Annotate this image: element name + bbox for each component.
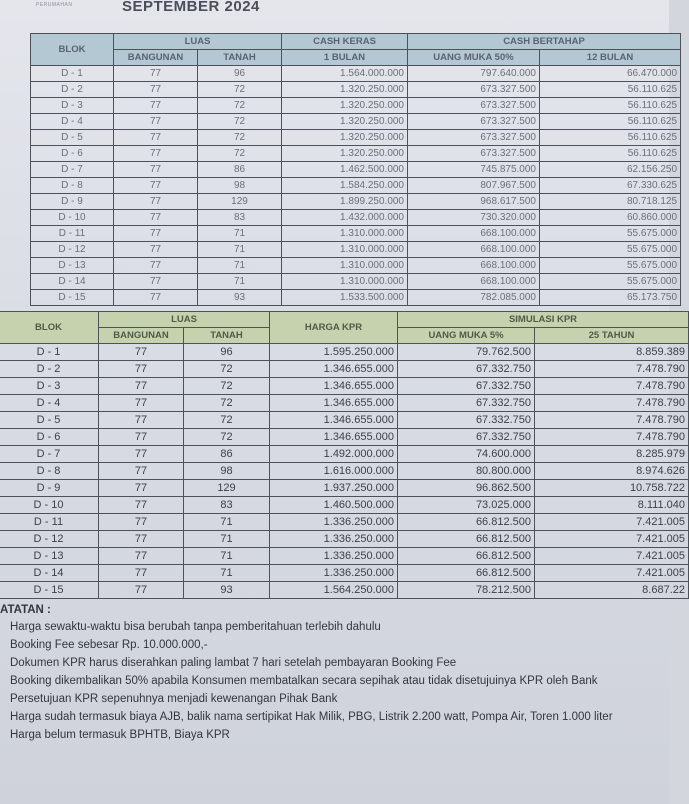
cell-blok: D - 15 [31,290,114,306]
cell-cicilan-12-bulan: 56.110.625 [540,98,681,114]
table-row [0,429,689,446]
cell-uang-muka: 74.600.000 [398,446,535,463]
cell-cicilan-12-bulan: 55.675.000 [540,274,681,290]
header-uang-muka-50: UANG MUKA 50% [408,50,540,66]
cell-tanah: 98 [198,178,282,194]
cell-tanah: 71 [184,531,270,548]
cell-bangunan: 77 [99,344,184,361]
cell-harga-kpr: 1.937.250.000 [270,480,398,497]
table-row [31,178,681,194]
cell-cicilan-12-bulan: 62.156.250 [540,162,681,178]
cell-bangunan: 77 [114,66,198,82]
cell-harga-kpr: 1.460.500.000 [270,497,398,514]
note-text: Booking dikembalikan 50% apabila Konsumen membatalkan secara sepihak atau tidak disetujuinya KPR oleh Bank [10,675,598,687]
cell-uang-muka: 782.085.000 [408,290,540,306]
cell-uang-muka: 67.332.750 [398,429,535,446]
cell-tanah: 72 [184,395,270,412]
cell-bangunan: 77 [99,446,184,463]
cell-tanah: 72 [184,429,270,446]
cell-blok: D - 5 [31,130,114,146]
note-item [10,690,669,708]
page-title: SEPTEMBER 2024 [122,0,260,15]
cell-tanah: 72 [198,98,282,114]
cell-bangunan: 77 [99,582,184,599]
table-row [31,210,681,226]
cell-cicilan-12-bulan: 56.110.625 [540,146,681,162]
cell-tanah: 129 [184,480,270,497]
header-tanah: TANAH [198,50,282,66]
cell-harga-kpr: 1.336.250.000 [270,514,398,531]
cell-blok: D - 14 [31,274,114,290]
table-row [0,565,689,582]
cell-cicilan-12-bulan: 55.675.000 [540,226,681,242]
cell-harga-kpr: 1.336.250.000 [270,565,398,582]
cell-bangunan: 77 [114,146,198,162]
cell-blok: D - 6 [31,146,114,162]
table-row [31,66,681,82]
cell-blok: D - 13 [31,258,114,274]
cell-blok: D - 12 [0,531,99,548]
table-row [0,344,689,361]
cell-blok: D - 3 [0,378,99,395]
cell-tanah: 129 [198,194,282,210]
cell-blok: D - 1 [31,66,114,82]
header-tanah: TANAH [184,328,270,344]
table-row [0,514,689,531]
cell-bangunan: 77 [114,242,198,258]
note-item [10,672,669,690]
table-row [31,226,681,242]
cell-cash-keras: 1.320.250.000 [282,146,408,162]
header-blok: BLOK [0,312,99,344]
header-bangunan: BANGUNAN [114,50,198,66]
cell-cicilan-12-bulan: 60.860.000 [540,210,681,226]
cell-bangunan: 77 [114,162,198,178]
cell-tanah: 93 [184,582,270,599]
company-logo: PERUMAHAN [36,2,73,8]
cell-blok: D - 15 [0,582,99,599]
cell-bangunan: 77 [114,194,198,210]
cell-bangunan: 77 [99,412,184,429]
cell-uang-muka: 66.812.500 [398,548,535,565]
header-cash-keras: CASH KERAS [282,34,408,50]
cell-uang-muka: 968.617.500 [408,194,540,210]
table-row [0,361,689,378]
table-row [0,531,689,548]
cell-bangunan: 77 [114,178,198,194]
table-row [0,497,689,514]
cell-tanah: 86 [184,446,270,463]
cell-blok: D - 7 [0,446,99,463]
note-text: Harga sudah termasuk biaya AJB, balik nama sertipikat Hak Milik, PBG, Listrik 2.200 watt, Pompa Air, Toren 1.000 liter [10,711,613,723]
cell-uang-muka: 673.327.500 [408,146,540,162]
cell-bangunan: 77 [99,463,184,480]
cell-bangunan: 77 [114,226,198,242]
kpr-price-table [0,311,689,599]
cell-cash-keras: 1.462.500.000 [282,162,408,178]
table-row [31,114,681,130]
cell-cash-keras: 1.320.250.000 [282,98,408,114]
table-row [0,548,689,565]
note-item [10,636,669,654]
cell-angsuran-25-tahun: 8.687.22 [535,582,689,599]
cell-tanah: 71 [198,274,282,290]
cell-uang-muka: 673.327.500 [408,130,540,146]
cash-price-table [30,33,681,306]
cell-uang-muka: 66.812.500 [398,514,535,531]
table-row [31,194,681,210]
cell-cash-keras: 1.899.250.000 [282,194,408,210]
cell-blok: D - 10 [31,210,114,226]
cell-uang-muka: 745.875.000 [408,162,540,178]
notes-section [0,604,669,744]
cell-cicilan-12-bulan: 56.110.625 [540,82,681,98]
cell-cicilan-12-bulan: 55.675.000 [540,242,681,258]
table-row [0,480,689,497]
cell-tanah: 96 [198,66,282,82]
cell-uang-muka: 668.100.000 [408,258,540,274]
cell-blok: D - 13 [0,548,99,565]
cell-blok: D - 9 [31,194,114,210]
table-row [31,162,681,178]
cell-cicilan-12-bulan: 65.173.750 [540,290,681,306]
cell-tanah: 71 [198,226,282,242]
cell-cash-keras: 1.584.250.000 [282,178,408,194]
cell-tanah: 72 [198,114,282,130]
cell-cash-keras: 1.432.000.000 [282,210,408,226]
cell-harga-kpr: 1.346.655.000 [270,412,398,429]
cell-cash-keras: 1.320.250.000 [282,130,408,146]
cell-tanah: 83 [184,497,270,514]
cell-blok: D - 7 [31,162,114,178]
cell-tanah: 71 [198,242,282,258]
cell-cicilan-12-bulan: 67.330.625 [540,178,681,194]
header-cash-bertahap: CASH BERTAHAP [408,34,681,50]
cell-tanah: 71 [184,565,270,582]
table-row [31,146,681,162]
note-item [10,618,669,636]
cell-blok: D - 11 [0,514,99,531]
table-row [31,258,681,274]
cell-uang-muka: 67.332.750 [398,395,535,412]
cell-uang-muka: 66.812.500 [398,531,535,548]
cell-uang-muka: 673.327.500 [408,98,540,114]
cell-uang-muka: 78.212.500 [398,582,535,599]
note-item [10,708,669,726]
cell-uang-muka: 730.320.000 [408,210,540,226]
cell-angsuran-25-tahun: 7.478.790 [535,429,689,446]
cell-angsuran-25-tahun: 7.478.790 [535,361,689,378]
table-row [0,463,689,480]
cell-angsuran-25-tahun: 8.111.040 [535,497,689,514]
cell-cash-keras: 1.310.000.000 [282,258,408,274]
cell-bangunan: 77 [114,210,198,226]
cell-blok: D - 9 [0,480,99,497]
cell-cash-keras: 1.320.250.000 [282,114,408,130]
table-row [31,242,681,258]
cell-uang-muka: 66.812.500 [398,565,535,582]
cell-bangunan: 77 [99,480,184,497]
table-row [0,412,689,429]
cell-blok: D - 5 [0,412,99,429]
cell-bangunan: 77 [114,114,198,130]
cell-uang-muka: 73.025.000 [398,497,535,514]
cell-bangunan: 77 [99,497,184,514]
cell-blok: D - 3 [31,98,114,114]
table-row [31,82,681,98]
cell-bangunan: 77 [114,130,198,146]
cell-blok: D - 12 [31,242,114,258]
cell-cash-keras: 1.310.000.000 [282,274,408,290]
notes-heading: ATATAN : [0,604,51,616]
cell-harga-kpr: 1.346.655.000 [270,429,398,446]
cell-cicilan-12-bulan: 80.718.125 [540,194,681,210]
cell-tanah: 86 [198,162,282,178]
cell-bangunan: 77 [114,82,198,98]
cell-angsuran-25-tahun: 7.421.005 [535,548,689,565]
cell-uang-muka: 67.332.750 [398,361,535,378]
cell-uang-muka: 673.327.500 [408,114,540,130]
cell-bangunan: 77 [99,429,184,446]
note-text: Harga sewaktu-waktu bisa berubah tanpa pemberitahuan terlebih dahulu [10,621,381,633]
note-text: Booking Fee sebesar Rp. 10.000.000,- [10,639,208,651]
cell-blok: D - 8 [0,463,99,480]
cell-tanah: 72 [198,82,282,98]
cell-tanah: 72 [184,361,270,378]
cell-uang-muka: 668.100.000 [408,226,540,242]
cell-bangunan: 77 [99,548,184,565]
cell-tanah: 71 [184,548,270,565]
cell-blok: D - 2 [31,82,114,98]
header-harga-kpr: HARGA KPR [270,312,398,344]
cell-tanah: 96 [184,344,270,361]
table-row [31,274,681,290]
cell-bangunan: 77 [99,514,184,531]
cell-cash-keras: 1.320.250.000 [282,82,408,98]
cell-bangunan: 77 [114,258,198,274]
cell-angsuran-25-tahun: 7.478.790 [535,378,689,395]
cell-uang-muka: 807.967.500 [408,178,540,194]
cell-angsuran-25-tahun: 7.421.005 [535,514,689,531]
note-text: Persetujuan KPR sepenuhnya menjadi kewenangan Pihak Bank [10,693,338,705]
cell-blok: D - 2 [0,361,99,378]
cell-bangunan: 77 [99,378,184,395]
cell-bangunan: 77 [114,274,198,290]
note-text: Harga belum termasuk BPHTB, Biaya KPR [10,729,230,741]
table-row [0,446,689,463]
note-text: Dokumen KPR harus diserahkan paling lambat 7 hari setelah pembayaran Booking Fee [10,657,457,669]
cell-uang-muka: 673.327.500 [408,82,540,98]
cell-harga-kpr: 1.346.655.000 [270,395,398,412]
cell-tanah: 72 [198,130,282,146]
cell-uang-muka: 67.332.750 [398,378,535,395]
cell-harga-kpr: 1.336.250.000 [270,531,398,548]
cell-uang-muka: 96.862.500 [398,480,535,497]
cell-cash-keras: 1.533.500.000 [282,290,408,306]
cell-cash-keras: 1.564.000.000 [282,66,408,82]
cell-angsuran-25-tahun: 10.758.722 [535,480,689,497]
cell-harga-kpr: 1.492.000.000 [270,446,398,463]
cell-harga-kpr: 1.346.655.000 [270,361,398,378]
cell-cash-keras: 1.310.000.000 [282,226,408,242]
cell-cicilan-12-bulan: 66.470.000 [540,66,681,82]
cell-blok: D - 8 [31,178,114,194]
cell-uang-muka: 79.762.500 [398,344,535,361]
table-row [0,582,689,599]
table-row [31,290,681,306]
cell-angsuran-25-tahun: 7.421.005 [535,565,689,582]
cell-uang-muka: 797.640.000 [408,66,540,82]
cell-bangunan: 77 [99,395,184,412]
cell-tanah: 72 [184,378,270,395]
cell-uang-muka: 668.100.000 [408,274,540,290]
header-blok: BLOK [31,34,114,66]
cell-angsuran-25-tahun: 8.974.626 [535,463,689,480]
table-row [0,378,689,395]
note-item [10,726,669,744]
cell-bangunan: 77 [114,98,198,114]
cell-harga-kpr: 1.564.250.000 [270,582,398,599]
note-item [10,654,669,672]
header-luas: LUAS [99,312,270,328]
cell-blok: D - 1 [0,344,99,361]
cell-bangunan: 77 [114,290,198,306]
header-simulasi-kpr: SIMULASI KPR [398,312,689,328]
cell-tanah: 83 [198,210,282,226]
header-1-bulan: 1 BULAN [282,50,408,66]
cell-tanah: 72 [198,146,282,162]
cell-tanah: 72 [184,412,270,429]
cell-harga-kpr: 1.346.655.000 [270,378,398,395]
cell-harga-kpr: 1.336.250.000 [270,548,398,565]
cell-uang-muka: 67.332.750 [398,412,535,429]
cell-cicilan-12-bulan: 55.675.000 [540,258,681,274]
cell-tanah: 98 [184,463,270,480]
cell-angsuran-25-tahun: 8.859.389 [535,344,689,361]
table-row [31,130,681,146]
cell-uang-muka: 668.100.000 [408,242,540,258]
cell-harga-kpr: 1.616.000.000 [270,463,398,480]
cell-blok: D - 6 [0,429,99,446]
cell-bangunan: 77 [99,565,184,582]
cell-tanah: 71 [184,514,270,531]
cell-blok: D - 10 [0,497,99,514]
cell-bangunan: 77 [99,531,184,548]
cell-uang-muka: 80.800.000 [398,463,535,480]
table-row [31,98,681,114]
table-row [0,395,689,412]
cell-blok: D - 4 [31,114,114,130]
cell-cash-keras: 1.310.000.000 [282,242,408,258]
cell-cicilan-12-bulan: 56.110.625 [540,130,681,146]
header-luas: LUAS [114,34,282,50]
header-25-tahun: 25 TAHUN [535,328,689,344]
cell-angsuran-25-tahun: 7.421.005 [535,531,689,548]
header-uang-muka-5: UANG MUKA 5% [398,328,535,344]
cell-tanah: 71 [198,258,282,274]
cell-angsuran-25-tahun: 8.285.979 [535,446,689,463]
cell-cicilan-12-bulan: 56.110.625 [540,114,681,130]
cell-harga-kpr: 1.595.250.000 [270,344,398,361]
header-12-bulan: 12 BULAN [540,50,681,66]
header-bangunan: BANGUNAN [99,328,184,344]
cell-blok: D - 14 [0,565,99,582]
cell-blok: D - 4 [0,395,99,412]
cell-tanah: 93 [198,290,282,306]
cell-bangunan: 77 [99,361,184,378]
cell-blok: D - 11 [31,226,114,242]
cell-angsuran-25-tahun: 7.478.790 [535,412,689,429]
cell-angsuran-25-tahun: 7.478.790 [535,395,689,412]
